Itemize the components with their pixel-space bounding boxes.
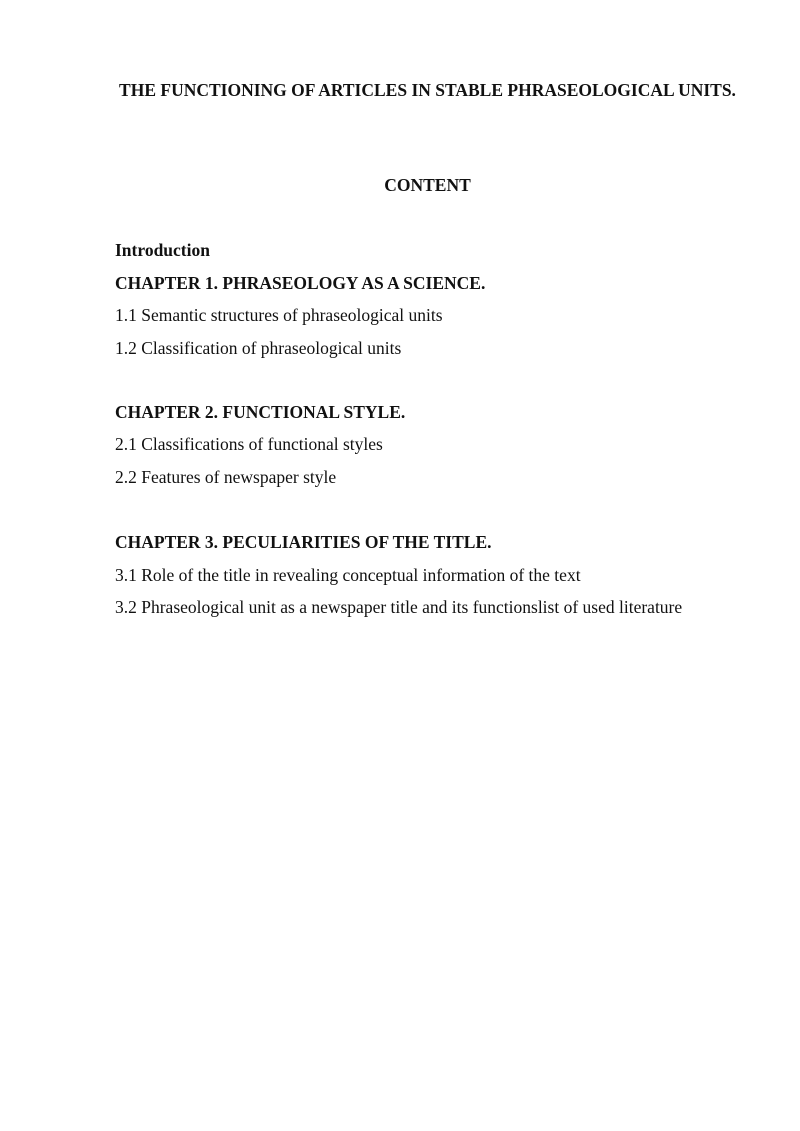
toc-item-1-1: 1.1 Semantic structures of phraseological units [115,305,443,325]
toc-item-3-1: 3.1 Role of the title in revealing conceptual information of the text [115,565,581,585]
document-title: THE FUNCTIONING OF ARTICLES IN STABLE PHRASEOLOGICAL UNITS. [119,80,736,100]
toc-item-3-2: 3.2 Phraseological unit as a newspaper title and its functionslist of used literature [115,597,683,617]
toc-item-2-1: 2.1 Classifications of functional styles [115,434,383,454]
content-heading: CONTENT [384,175,471,195]
toc-introduction: Introduction [115,240,210,260]
toc-chapter-1-heading: CHAPTER 1. PHRASEOLOGY AS A SCIENCE. [115,273,486,293]
toc-chapter-3-heading: CHAPTER 3. PECULIARITIES OF THE TITLE. [115,532,492,552]
toc-chapter-2-heading: CHAPTER 2. FUNCTIONAL STYLE. [115,402,406,422]
toc-item-2-2: 2.2 Features of newspaper style [115,467,337,487]
toc-item-1-2: 1.2 Classification of phraseological units [115,338,402,358]
